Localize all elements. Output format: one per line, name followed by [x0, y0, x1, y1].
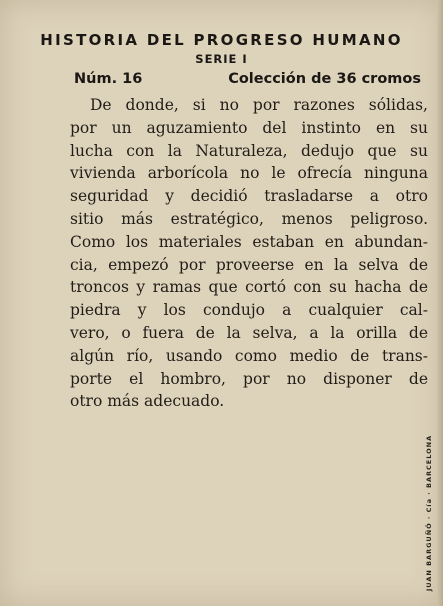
- printer-imprint-text: JUAN BARGUÑÓ · Cía · BARCELONA: [425, 434, 433, 591]
- text-line: sitio más estratégico, menos peligroso.: [70, 209, 428, 228]
- text-line: De donde, si no por razones sólidas,: [90, 96, 428, 114]
- text-line: piedra y los condujo a cualquier cal-: [70, 301, 428, 320]
- description-text: [70, 94, 428, 413]
- text-line: vero, o fuera de la selva, a la orilla de: [70, 323, 428, 342]
- text-line: vivienda arborícola no le ofrecía ninguna: [70, 164, 428, 183]
- text-line: otro más adecuado.: [70, 392, 225, 411]
- collection-label: Colección de 36 cromos: [228, 71, 421, 87]
- text-line: lucha con la Naturaleza, dedujo que su: [70, 141, 428, 160]
- card-title: HISTORIA DEL PROGRESO HUMANO: [40, 31, 403, 49]
- text-line: algún río, usando como medio de trans-: [70, 346, 428, 365]
- text-line: seguridad y decidió trasladarse a otro: [70, 187, 428, 206]
- text-line: cia, empezó por proveerse en la selva de: [70, 255, 428, 274]
- text-line: por un aguzamiento del instinto en su: [70, 118, 428, 137]
- series-label: SERIE I: [195, 52, 248, 66]
- printer-imprint: [420, 430, 438, 595]
- text-line: porte el hombro, por no disponer de: [70, 369, 428, 388]
- text-line: Como los materiales estaban en abundan-: [70, 232, 428, 251]
- text-line: troncos y ramas que cortó con su hacha de: [70, 278, 428, 297]
- card-number: Núm. 16: [74, 71, 143, 87]
